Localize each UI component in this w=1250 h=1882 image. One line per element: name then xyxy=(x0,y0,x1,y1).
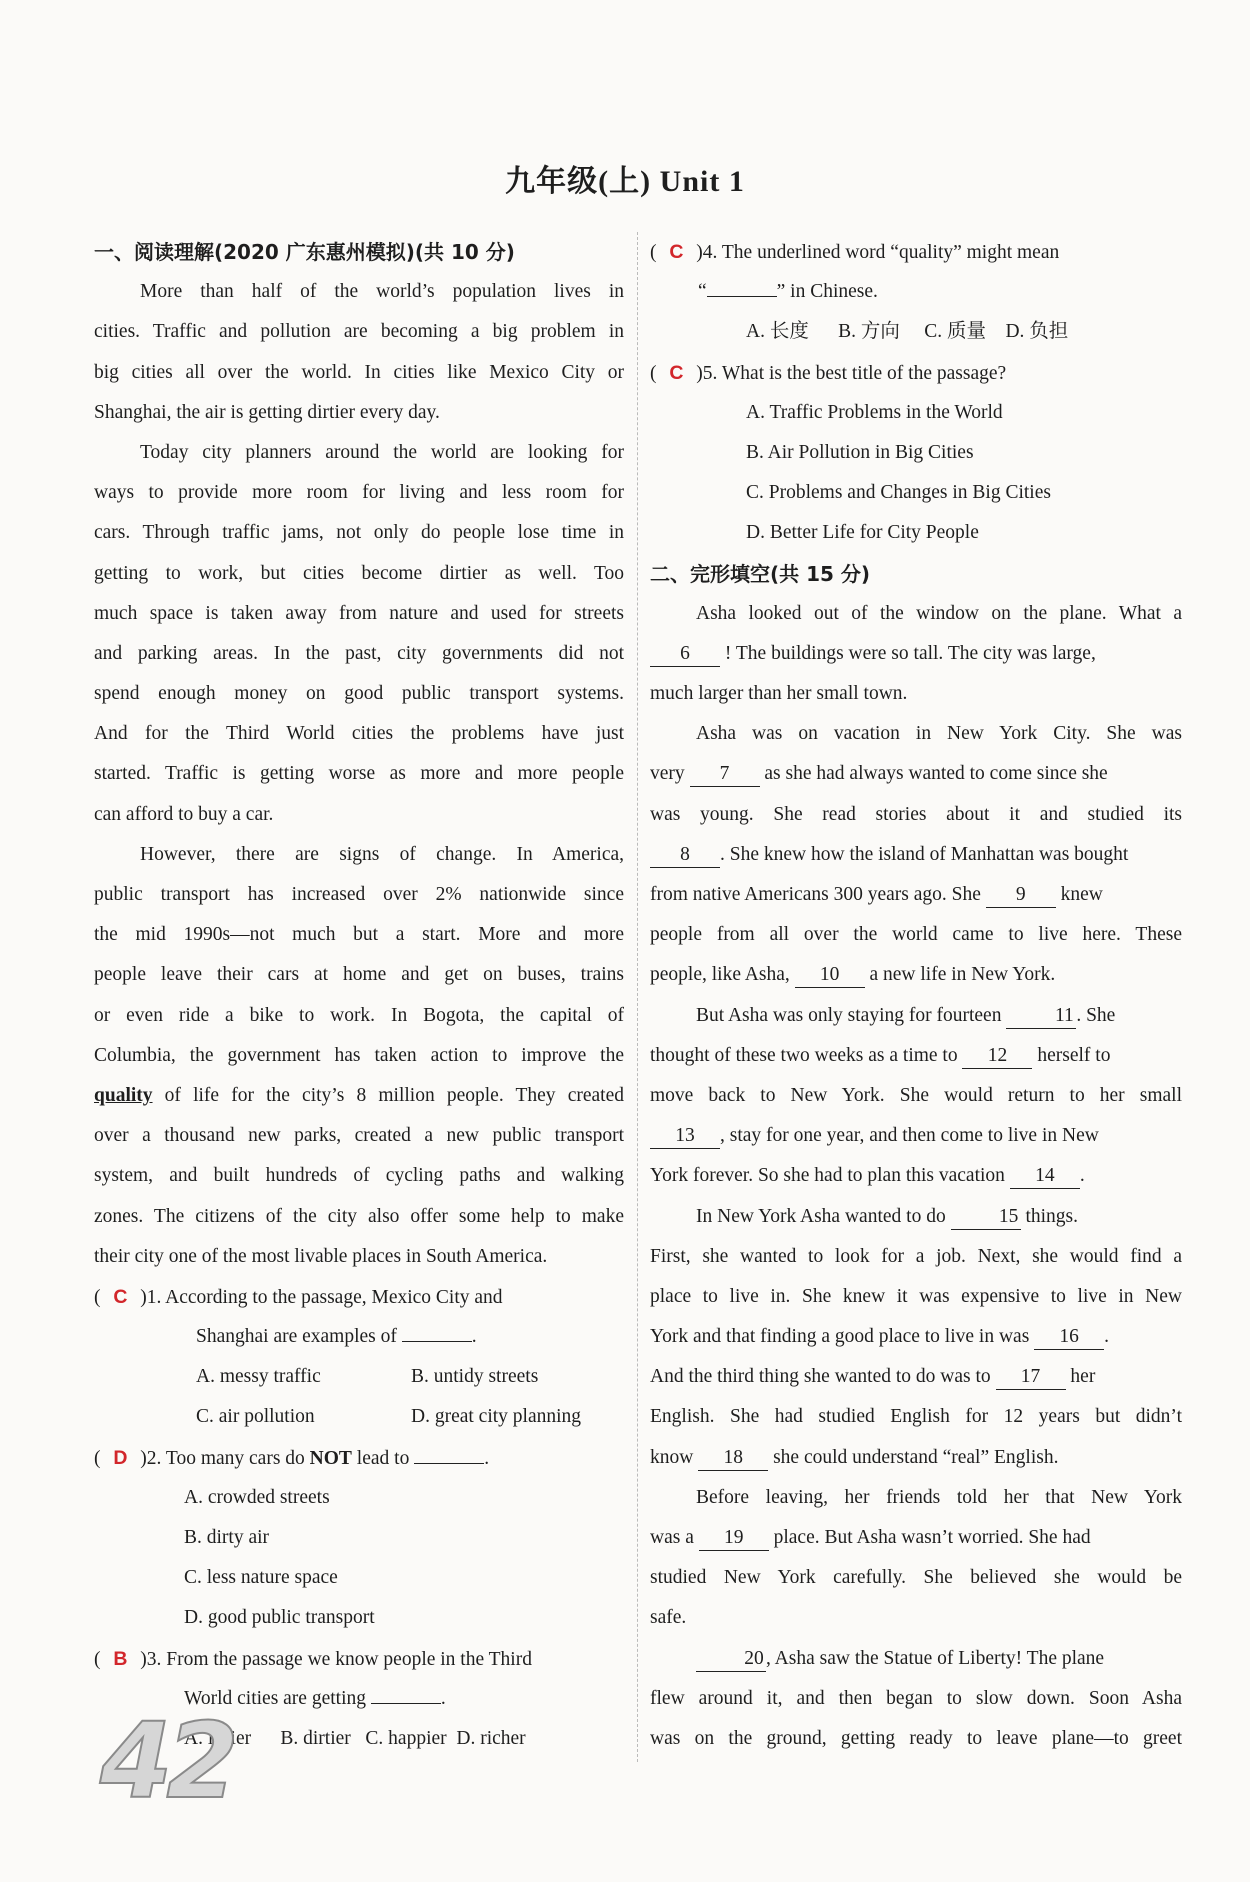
column-divider xyxy=(637,232,638,1762)
passage-line: And for the Third World cities the problems have just xyxy=(94,723,624,745)
passage-line: quality of life for the city’s 8 million people. They created xyxy=(94,1084,624,1106)
passage-line: ways to provide more room for living and less room for xyxy=(94,482,624,504)
answer-4: C xyxy=(669,241,684,263)
passage-line: However, there are signs of change. In America, xyxy=(140,843,624,865)
cloze-blank-16: 16 xyxy=(1034,1325,1104,1350)
passage-line: public transport has increased over 2% nationwide since xyxy=(94,884,624,905)
answer-2: D xyxy=(113,1446,128,1469)
passage-line: More than half of the world’s population lives in xyxy=(140,281,624,303)
cloze-blank-9: 9 xyxy=(986,883,1056,908)
question-2: ( D )2. Too many cars do NOT lead to . xyxy=(94,1438,624,1478)
answer-3: B xyxy=(113,1647,128,1670)
section-cloze-heading: 二、完形填空(共 15 分) xyxy=(650,561,871,586)
passage-line: Shanghai, the air is getting dirtier every day. xyxy=(94,401,440,423)
passage-line: and parking areas. In the past, city governments did not xyxy=(94,642,624,664)
passage-line: spend enough money on good public transport systems. xyxy=(94,683,624,705)
cloze-blank-14: 14 xyxy=(1010,1164,1080,1189)
answer-1: C xyxy=(113,1285,128,1308)
passage-line: over a thousand new parks, created a new public transport xyxy=(94,1125,624,1147)
passage-line: much space is taken away from nature and used for streets xyxy=(94,602,624,624)
cloze-blank-20: 20 xyxy=(696,1647,766,1672)
question-3: ( B )3. From the passage we know people in the Third xyxy=(94,1639,624,1679)
passage-line: big cities all over the world. In cities like Mexico City or xyxy=(94,361,624,383)
passage-line: or even ride a bike to work. In Bogota, the capital of xyxy=(94,1004,624,1026)
cloze-blank-19: 19 xyxy=(699,1526,769,1551)
q1-options-ab: A. messy traffic B. untidy streets xyxy=(196,1366,539,1388)
passage-line: cars. Through traffic jams, not only do people lose time in xyxy=(94,522,624,544)
question-1: ( C )1. According to the passage, Mexico City and xyxy=(94,1277,624,1317)
page-number: 42 xyxy=(100,1700,233,1822)
cloze-blank-13: 13 xyxy=(650,1124,720,1149)
passage-line: people leave their cars at home and get on buses, trains xyxy=(94,964,624,986)
q4-options: A. 长度 B. 方向 C. 质量 D. 负担 xyxy=(746,321,1069,343)
question-4: ( C )4. The underlined word “quality” might mean xyxy=(650,232,1182,272)
cloze-blank-10: 10 xyxy=(795,963,865,988)
passage-line: can afford to buy a car. xyxy=(94,803,274,825)
passage-line: zones. The citizens of the city also offer some help to make xyxy=(94,1205,624,1227)
cloze-blank-11: 11 xyxy=(1006,1004,1076,1029)
passage-line: started. Traffic is getting worse as more and more people xyxy=(94,763,624,785)
cloze-blank-12: 12 xyxy=(962,1044,1032,1069)
passage-line: getting to work, but cities become dirtier as well. Too xyxy=(94,562,624,584)
passage-line: system, and built hundreds of cycling paths and walking xyxy=(94,1165,624,1187)
right-column: ( C )4. The underlined word “quality” might mean “ ” in Chinese. A. 长度 B. 方向 C. 质量 D. 负担 ( C )5. What is the best title of the passage? A. Traffic Problems in the World B. Air Pollution in Big Cities C. Problems and Changes in Big Cities D. Better Life for City People 二、完形填空(共 15 分) Asha looked out of the window on the plane. What a 6 ! The buildings were so tall. The city was large, much larger than her small town. Asha was on vacation in New York City. She was very 7 as she had always wanted to come since she was young. She read stories about it and studied its 8 . She knew how the island of Manhattan was bought from native Americans 300 years ago. She 9 knew people from all over the world came to live here. These people, like Asha, 10 a new life in New York. But Asha was only staying for fourteen 11 . She thought of these two weeks as a time to 12 herself to move back to New York. She would return to her small 13 , stay for one year, and then come to live in New York forever. So she had to plan this vacation 14 . In New York Asha wanted to do 15 things. First, she wanted to look for a job. Next, she would find a place to live in. She knew it was expensive to live in New York and that finding a good place to live in was 16 . And the third thing she wanted to do was to 17 her English. She had studied English for 12 years but didn’t know 18 she could understand “real” English. Before leaving, her friends told her that New York was a 19 place. But Asha wasn’t worried. She had studied New York carefully. She believed she would be safe. 20 , Asha saw the Statue of Liberty! The plane flew around it, and then began to slow down. Soon Asha was on the ground, getting ready to leave plane—to greet xyxy=(650,232,1182,1759)
cloze-blank-17: 17 xyxy=(996,1365,1066,1390)
passage-line: Columbia, the government has taken action to improve the xyxy=(94,1044,624,1066)
left-column: 一、阅读理解(2020 广东惠州模拟)(共 10 分) More than half of the world’s population lives in cities. Traffic and pollution are becoming a big problem in big cities all over the world. In cities like Mexico City or Shanghai, the air is getting dirtier every day. Today city planners around the world are looking for ways to provide more room for living and less room for cars. Through traffic jams, not only do people lose time in getting to work, but cities become dirtier as well. Too much space is taken away from nature and used for streets and parking areas. In the past, city governments did not spend enough money on good public transport systems. And for the Third World cities the problems have just started. Traffic is getting worse as more and more people can afford to buy a car. However, there are signs of change. In America, public transport has increased over 2% nationwide since the mid 1990s—not much but a start. More and more people leave their cars at home and get on buses, trains or even ride a bike to work. In Bogota, the capital of Columbia, the government has taken action to improve the quality of life for the city’s 8 million people. They created over a thousand new parks, created a new public transport system, and built hundreds of cycling paths and walking zones. The citizens of the city also offer some help to make their city one of the most livable places in South America. ( C )1. According to the passage, Mexico City and Shanghai are examples of . A. messy traffic B. untidy streets C. air pollution D. great city planning ( D )2. Too many cars do NOT lead to . A. crowded streets B. dirty air C. less nature space D. good public transport ( B )3. From the passage we know people in the Third World cities are getting . A. lazier B. dirtier C. happier D. richer xyxy=(94,232,624,1759)
reading-passage xyxy=(94,272,624,1277)
page-title: 九年级(上) Unit 1 xyxy=(505,165,745,198)
answer-5: C xyxy=(669,361,684,384)
cloze-blank-15: 15 xyxy=(951,1205,1021,1230)
q1-options-cd: C. air pollution D. great city planning xyxy=(196,1406,582,1428)
answer-blank xyxy=(402,1341,472,1342)
cloze-blank-7: 7 xyxy=(690,762,760,787)
keyword-quality: quality xyxy=(94,1084,153,1106)
passage-line: their city one of the most livable places in South America. xyxy=(94,1245,548,1267)
section-reading-heading: 一、阅读理解(2020 广东惠州模拟)(共 10 分) xyxy=(94,240,515,264)
cloze-blank-6: 6 xyxy=(650,642,720,667)
passage-line: the mid 1990s—not much but a start. More and more xyxy=(94,924,624,946)
q3-options: A. lazier B. dirtier C. happier D. richer xyxy=(184,1727,526,1749)
passage-line: Today city planners around the world are looking for xyxy=(140,441,624,463)
cloze-blank-18: 18 xyxy=(698,1446,768,1471)
question-5: ( C )5. What is the best title of the passage? xyxy=(650,353,1182,393)
passage-line: cities. Traffic and pollution are becoming a big problem in xyxy=(94,321,624,343)
cloze-blank-8: 8 xyxy=(650,843,720,868)
